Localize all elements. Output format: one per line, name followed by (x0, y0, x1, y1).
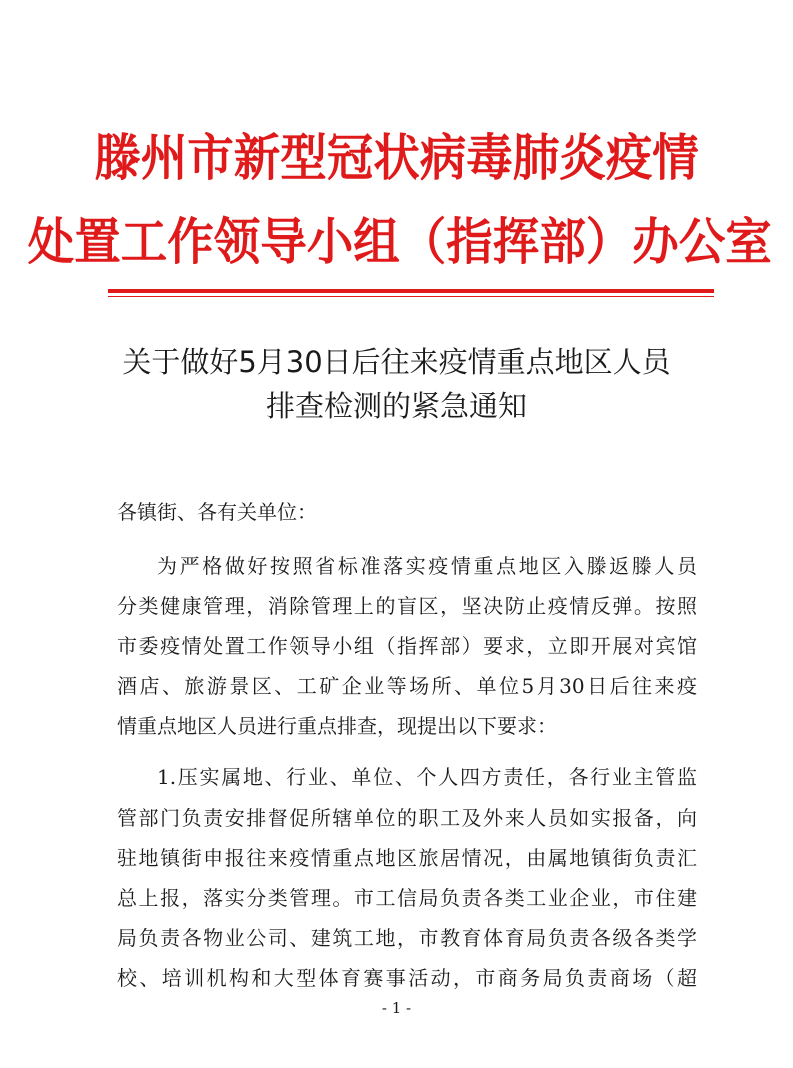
red-header-rule-thin (108, 296, 714, 297)
paragraph-line: 管部门负责安排督促所辖单位的职工及外来人员如实报备，向 (117, 806, 697, 830)
issuing-authority-line-2: 处置工作领导小组（指挥部）办公室 (27, 213, 772, 271)
paragraph-line: 为严格做好按照省标准落实疫情重点地区入滕返滕人员 (157, 554, 697, 578)
issuing-authority-line-1: 滕州市新型冠状病毒肺炎疫情 (94, 129, 699, 187)
paragraph-line: 情重点地区人员进行重点排查，现提出以下要求： (117, 714, 557, 738)
notice-title-line-1: 关于做好5月30日后往来疫情重点地区人员 (122, 345, 671, 379)
paragraph-line: 总上报，落实分类管理。市工信局负责各类工业企业，市住建 (117, 886, 697, 910)
paragraph-line: 校、培训机构和大型体育赛事活动，市商务局负责商场（超 (117, 966, 697, 990)
page-number: - 1 - (381, 999, 412, 1017)
paragraph-line: 酒店、旅游景区、工矿企业等场所、单位5月30日后往来疫 (117, 674, 697, 698)
paragraph-line: 局负责各物业公司、建筑工地，市教育体育局负责各级各类学 (117, 926, 697, 950)
paragraph-line: 分类健康管理，消除管理上的盲区，坚决防止疫情反弹。按照 (117, 594, 697, 618)
salutation: 各镇街、各有关单位： (117, 500, 317, 524)
notice-title-line-2: 排查检测的紧急通知 (265, 389, 527, 423)
red-header-rule-thick (108, 289, 714, 293)
paragraph-line: 市委疫情处置工作领导小组（指挥部）要求，立即开展对宾馆 (117, 634, 697, 658)
paragraph-line: 驻地镇街申报往来疫情重点地区旅居情况，由属地镇街负责汇 (117, 846, 697, 870)
paragraph-line: 1.压实属地、行业、单位、个人四方责任，各行业主管监 (157, 765, 697, 789)
